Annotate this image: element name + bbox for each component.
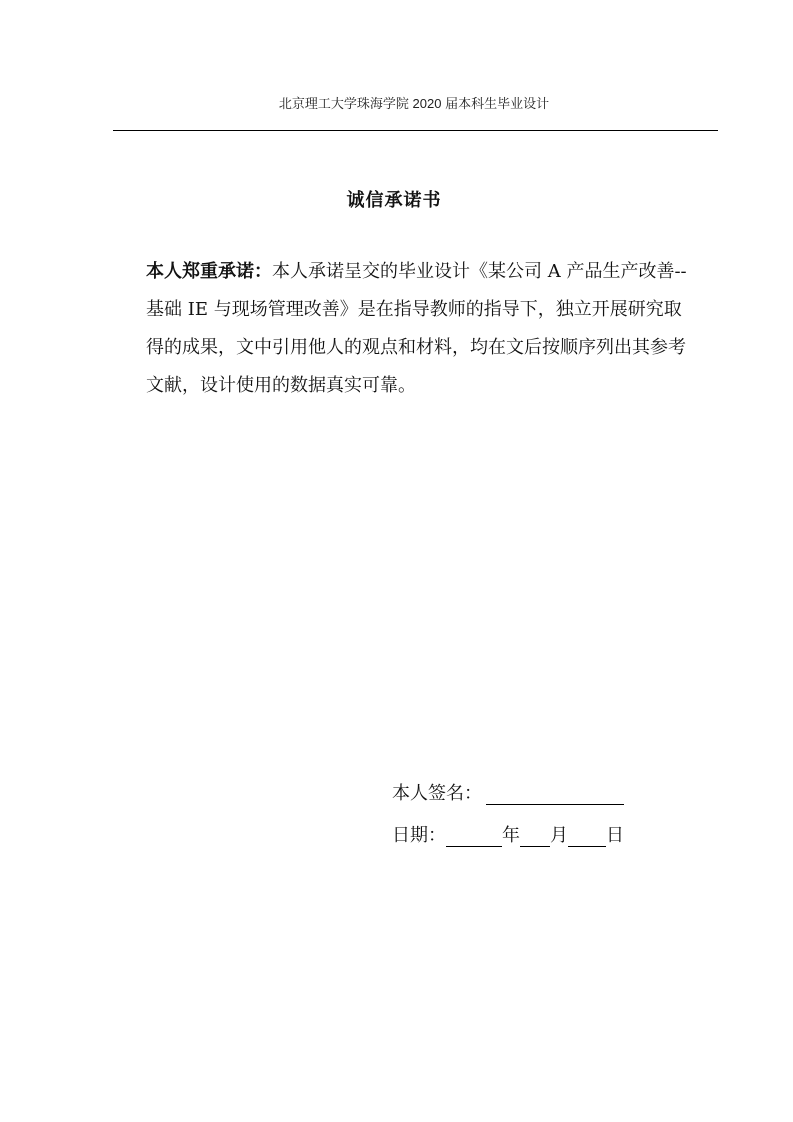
year-field[interactable] bbox=[446, 824, 502, 847]
day-field[interactable] bbox=[568, 824, 606, 847]
pledge-lead: 本人郑重承诺： bbox=[146, 261, 272, 282]
document-title: 诚信承诺书 bbox=[346, 190, 442, 211]
day-unit: 日 bbox=[606, 825, 624, 846]
month-field[interactable] bbox=[520, 824, 550, 847]
year-unit: 年 bbox=[502, 825, 520, 846]
signature-row bbox=[392, 779, 624, 805]
page-header: 北京理工大学珠海学院 2020 届本科生毕业设计 bbox=[278, 96, 550, 111]
header-divider bbox=[113, 130, 718, 131]
signature-label: 本人签名： bbox=[392, 783, 482, 804]
signature-field[interactable] bbox=[486, 782, 624, 805]
month-unit: 月 bbox=[550, 825, 568, 846]
pledge-body: 本人承诺呈交的毕业设计《某公司 A 产品生产改善--基础 IE 与现场管理改善》是在指导教师的指导下，独立开展研究取得的成果，文中引用他人的观点和材料，均在文后按顺序列出其参考文献，设计使用的数据真实可靠。 bbox=[146, 261, 687, 396]
pledge-paragraph bbox=[146, 253, 696, 405]
date-label: 日期： bbox=[392, 825, 446, 846]
date-row bbox=[392, 821, 624, 847]
